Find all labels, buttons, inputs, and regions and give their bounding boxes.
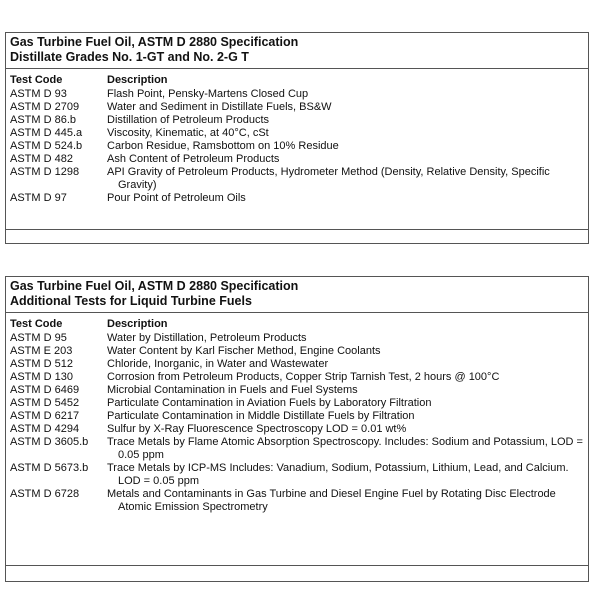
test-code-cell: ASTM D 3605.b	[10, 436, 89, 448]
table-row	[10, 127, 584, 140]
table-row	[10, 345, 584, 358]
test-code-cell: ASTM D 1298	[10, 166, 80, 178]
test-code-cell: ASTM D 97	[10, 192, 67, 204]
description-cell: Trace Metals by ICP-MS Includes: Vanadium, Sodium, Potassium, Lithium, Lead, and Calcium. LOD = 0.05 ppm	[107, 462, 569, 487]
table-title: Gas Turbine Fuel Oil, ASTM D 2880 Specification	[10, 279, 299, 293]
table-title-block	[6, 33, 588, 69]
table-subtitle: Additional Tests for Liquid Turbine Fuels	[10, 294, 252, 308]
test-code-cell: ASTM D 524.b	[10, 140, 83, 152]
table-row	[10, 384, 584, 397]
test-code-cell: ASTM D 130	[10, 371, 73, 383]
table-row	[10, 114, 584, 127]
table-row	[10, 436, 584, 462]
spec-table-distillate-grades	[5, 32, 589, 244]
table-row	[10, 410, 584, 423]
description-cell: Ash Content of Petroleum Products	[107, 153, 280, 165]
table-row	[10, 462, 584, 488]
table-footer-divider	[6, 565, 588, 566]
test-code-cell: ASTM D 2709	[10, 101, 80, 113]
description-cell: Pour Point of Petroleum Oils	[107, 192, 246, 204]
table-body	[6, 69, 588, 205]
table-row	[10, 358, 584, 371]
table-row	[10, 371, 584, 384]
test-code-cell: ASTM D 86.b	[10, 114, 77, 126]
header-description: Description	[107, 318, 168, 330]
header-test-code: Test Code	[10, 74, 63, 86]
description-cell: Viscosity, Kinematic, at 40°C, cSt	[107, 127, 269, 139]
test-code-cell: ASTM D 6217	[10, 410, 80, 422]
description-cell: API Gravity of Petroleum Products, Hydrometer Method (Density, Relative Density, Specific Gravity)	[107, 166, 550, 191]
table-body	[6, 313, 588, 514]
test-code-cell: ASTM E 203	[10, 345, 73, 357]
table-row	[10, 192, 584, 205]
test-code-cell: ASTM D 4294	[10, 423, 80, 435]
test-code-cell: ASTM D 512	[10, 358, 73, 370]
table-header-row	[10, 74, 584, 87]
test-code-cell: ASTM D 5452	[10, 397, 80, 409]
description-cell: Trace Metals by Flame Atomic Absorption Spectroscopy. Includes: Sodium and Potassium, LOD = 0.05 ppm	[107, 436, 583, 461]
table-row	[10, 423, 584, 436]
description-cell: Corrosion from Petroleum Products, Copper Strip Tarnish Test, 2 hours @ 100°C	[107, 371, 500, 383]
test-code-cell: ASTM D 6469	[10, 384, 80, 396]
test-code-cell: ASTM D 445.a	[10, 127, 83, 139]
description-cell: Water Content by Karl Fischer Method, Engine Coolants	[107, 345, 381, 357]
description-cell: Chloride, Inorganic, in Water and Wastewater	[107, 358, 329, 370]
table-title-block	[6, 277, 588, 313]
table-row	[10, 140, 584, 153]
table-row	[10, 166, 584, 192]
description-cell: Flash Point, Pensky-Martens Closed Cup	[107, 88, 309, 100]
table-title: Gas Turbine Fuel Oil, ASTM D 2880 Specification	[10, 35, 299, 49]
table-row	[10, 488, 584, 514]
table-row	[10, 101, 584, 114]
description-cell: Carbon Residue, Ramsbottom on 10% Residue	[107, 140, 339, 152]
table-footer-divider	[6, 229, 588, 230]
description-cell: Metals and Contaminants in Gas Turbine and Diesel Engine Fuel by Rotating Disc Electrode Atomic Emission Spectrometry	[107, 488, 556, 513]
table-header-row	[10, 318, 584, 331]
test-code-cell: ASTM D 93	[10, 88, 67, 100]
table-row	[10, 88, 584, 101]
description-cell: Particulate Contamination in Aviation Fuels by Laboratory Filtration	[107, 397, 432, 409]
table-row	[10, 397, 584, 410]
table-row	[10, 153, 584, 166]
test-code-cell: ASTM D 5673.b	[10, 462, 89, 474]
description-cell: Microbial Contamination in Fuels and Fuel Systems	[107, 384, 358, 396]
description-cell: Water and Sediment in Distillate Fuels, BS&W	[107, 101, 332, 113]
header-test-code: Test Code	[10, 318, 63, 330]
description-cell: Distillation of Petroleum Products	[107, 114, 270, 126]
test-code-cell: ASTM D 95	[10, 332, 67, 344]
description-cell: Sulfur by X-Ray Fluorescence Spectroscopy LOD = 0.01 wt%	[107, 423, 407, 435]
description-cell: Water by Distillation, Petroleum Products	[107, 332, 307, 344]
spec-table-additional-tests	[5, 276, 589, 582]
test-code-cell: ASTM D 482	[10, 153, 73, 165]
description-cell: Particulate Contamination in Middle Distillate Fuels by Filtration	[107, 410, 415, 422]
header-description: Description	[107, 74, 168, 86]
table-subtitle: Distillate Grades No. 1-GT and No. 2-G T	[10, 50, 249, 64]
test-code-cell: ASTM D 6728	[10, 488, 80, 500]
table-row	[10, 332, 584, 345]
